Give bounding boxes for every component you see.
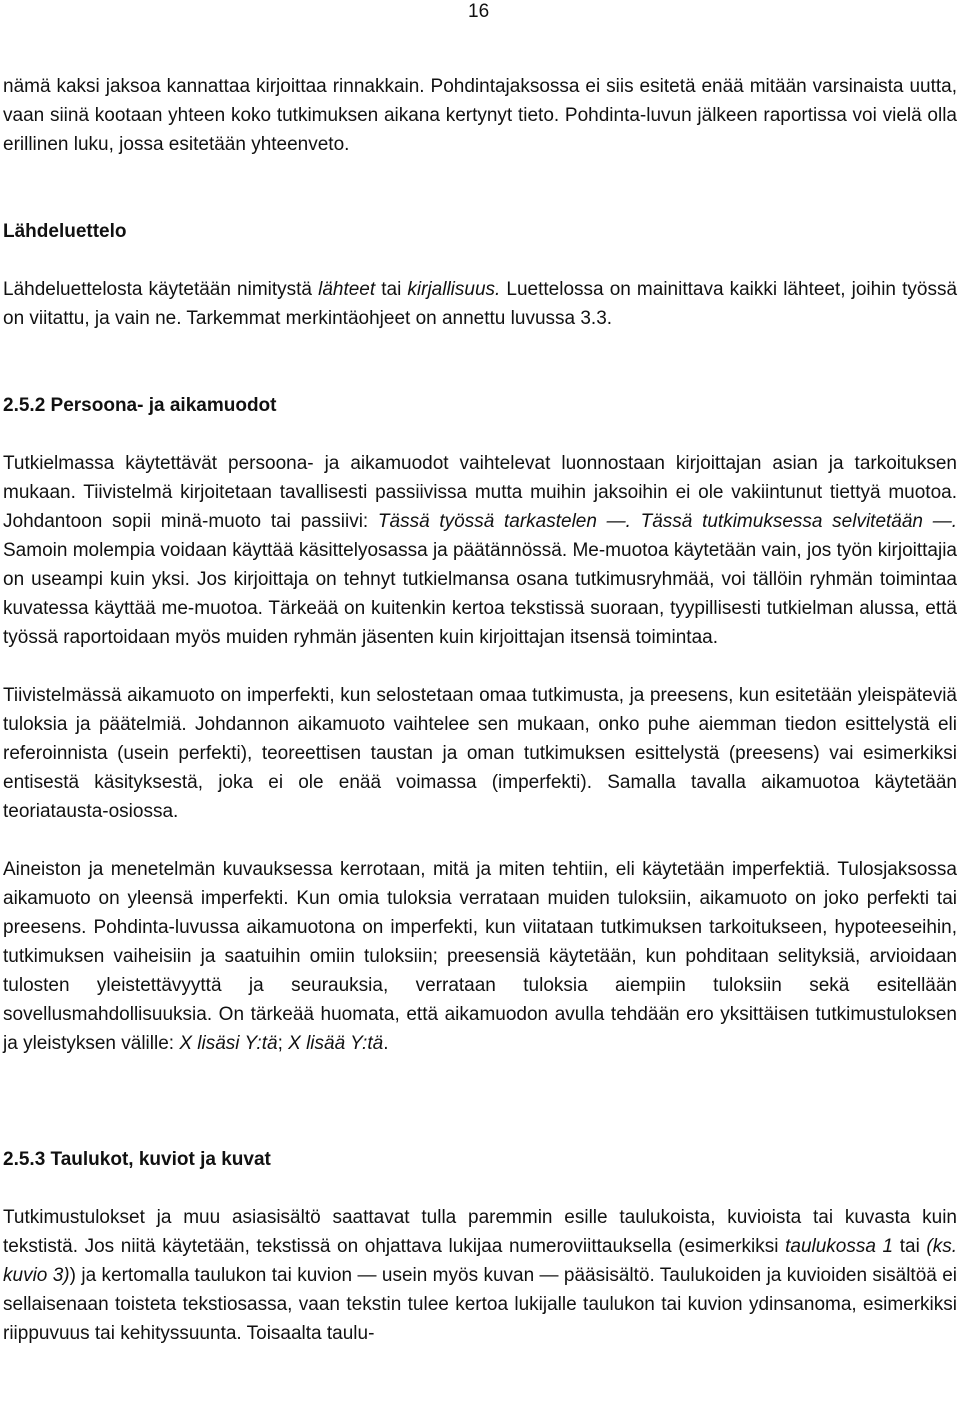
- text-run: Tutkimustulokset ja muu asiasisältö saattavat tulla paremmin esille taulukoista, kuvioista tai kuvasta kuin tekstistä. Jos niitä käytetään, tekstissä on ohjattava lukijaa numeroviittauksella (esimerkiksi: [3, 1207, 957, 1257]
- italic-term-kirjallisuus: kirjallisuus.: [407, 279, 501, 300]
- text-run: tai: [893, 1236, 927, 1257]
- italic-example: (ks. kuvio 3): [3, 1236, 958, 1286]
- italic-example: X lisäsi Y:tä: [179, 1033, 278, 1054]
- paragraph-lahdeluettelo: [3, 275, 957, 333]
- paragraph-pohdinta: nämä kaksi jaksoa kannattaa kirjoittaa rinnakkain. Pohdintajaksossa ei siis esitetä enää mitään varsinaista uutta, vaan siinä kootaan yhteen koko tutkimuksen aikana kertynyt tieto. Pohdinta-luvun jälkeen raportissa voi vielä olla erillinen luku, jossa esitetään yhteenveto.: [3, 76, 957, 155]
- text-run: .: [383, 1033, 389, 1054]
- text-run: Tutkielmassa käytettävät persoona- ja aikamuodot vaihtelevat luonnostaan kirjoittajan asian ja tarkoituksen mukaan. Tiivistelmä kirjoitetaan tavallisesti passiivissa mutta muihin jaksoihin ei ole vakiintunut tiettyä muotoa. Johdantoon sopii minä-muoto tai passiivi:: [3, 453, 957, 532]
- text-run: Aineiston ja menetelmän kuvauksessa kerrotaan, mitä ja miten tehtiin, eli käytetään imperfektiä. Tulosjaksossa aikamuoto on yleensä imperfekti. Kun omia tuloksia verrataan muiden tuloksiin, aikamuoto on joko perfekti tai preesens. Pohdinta-luvussa aikamuotona on imperfekti, kun viitataan tutkimuksen tarkoitukseen, hypoteeseihin, tutkimuksen vaiheisiin ja saatuihin omiin tuloksiin; preesensiä käytetään, kun pohditaan selityksiä, arvioidaan tulosten yleistettävyyttä ja seurauksia, verrataan tuloksia aiempiin tuloksiin sekä esitellään sovellusmahdollisuuksia. On tärkeää huomata, että aikamuodon avulla tehdään ero yksittäisen tutkimustuloksen ja yleistyksen välille:: [3, 859, 957, 1054]
- heading-persoona-aikamuodot: 2.5.2 Persoona- ja aikamuodot: [3, 395, 277, 416]
- paragraph-aineisto-aikamuoto: [3, 855, 957, 1058]
- text-run: Samoin molempia voidaan käyttää käsittelyosassa ja päätännössä. Me-muotoa käytetään vain, jos työn kirjoittajia on useampi kuin yksi. Jos kirjoittaja on tehnyt tutkielmansa osana tutkimusryhmää, voi tällöin ryhmän toimintaa kuvatessa käyttää me-muotoa. Tärkeää on kuitenkin kertoa tekstissä suoraan, tyypillisesti tutkielman alussa, että työssä raportoidaan myös muiden ryhmän jäsenten kuin kirjoittajan itsensä toimintaa.: [3, 540, 957, 648]
- paragraph-taulukot: [3, 1203, 957, 1348]
- page-number: 16: [468, 1, 490, 22]
- text-run: ;: [277, 1033, 289, 1054]
- text-run: ) ja kertomalla taulukon tai kuvion — usein myös kuvan — pääsisältö. Taulukoiden ja kuvioiden sisältöä ei sellaisenaan toisteta tekstiosassa, vaan tekstin tulee kertoa lukijalle taulukon tai kuvion ydinsanoma, esimerkiksi riippuvuus tai kehityssuunta. Toisaalta taulu-: [3, 1265, 957, 1344]
- text-run: tai: [375, 279, 408, 300]
- text-run: Luettelossa on mainittava kaikki lähteet, joihin työssä on viitattu, ja vain ne. Tarkemmat merkintäohjeet on annettu luvussa 3.3.: [3, 279, 958, 329]
- italic-example: X lisää Y:tä: [288, 1033, 384, 1054]
- paragraph-persoonamuodot: [3, 449, 957, 652]
- italic-example: Tässä työssä tarkastelen —. Tässä tutkimuksessa selvitetään —.: [377, 511, 957, 532]
- heading-lahdeluettelo: Lähdeluettelo: [3, 221, 127, 242]
- paragraph-tiivistelma-aikamuoto: Tiivistelmässä aikamuoto on imperfekti, kun selostetaan omaa tutkimusta, ja preesens, kun esitetään yleispäteviä tuloksia ja päätelmiä. Johdannon aikamuoto vaihtelee sen mukaan, onko puhe aiemman tiedon esittelystä eli referoinnista (usein perfekti), teoreettisen taustan ja oman tutkimuksen esittelystä (preesens) vai esimerkiksi entisestä käsityksestä, joka ei ole enää voimassa (imperfekti). Samalla tavalla aikamuotoa käytetään teoriatausta-osiossa.: [3, 685, 957, 822]
- italic-term-lahteet: lähteet: [318, 279, 376, 300]
- heading-taulukot-kuviot-kuvat: 2.5.3 Taulukot, kuviot ja kuvat: [3, 1149, 271, 1170]
- text-run: Lähdeluettelosta käytetään nimitystä: [3, 279, 319, 300]
- page-content: [3, 72, 957, 1348]
- italic-example: taulukossa 1: [785, 1236, 894, 1257]
